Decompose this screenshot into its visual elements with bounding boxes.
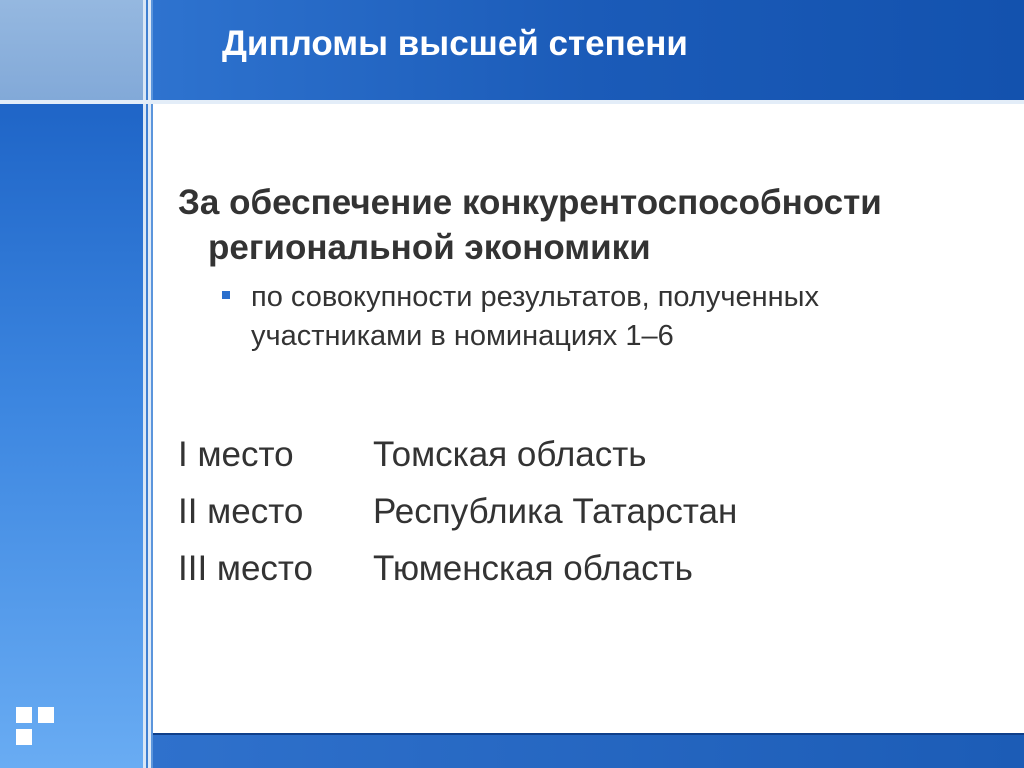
bullet-item [178, 278, 951, 356]
squares-logo-icon [16, 707, 62, 753]
place-row [178, 483, 1008, 540]
square-bullet-icon [222, 291, 230, 299]
left-sidebar-panel [0, 104, 143, 768]
slide-title: Дипломы высшей степени [222, 24, 688, 63]
places-list [178, 426, 1008, 597]
top-left-decoration [0, 0, 143, 100]
footer-band [153, 733, 1024, 768]
slide-content [178, 180, 1008, 597]
bullet-text: по совокупности результатов, полученных участниками в номинациях 1–6 [251, 281, 819, 352]
award-heading: За обеспечение конкурентоспособности региональной экономики [178, 183, 882, 267]
place-row [178, 540, 1008, 597]
place-row [178, 426, 1008, 483]
header-rule [0, 100, 1024, 104]
place-rank: III место [178, 549, 314, 588]
divider-line [151, 0, 153, 768]
place-rank: II место [178, 492, 304, 531]
place-region: Тюменская область [373, 549, 693, 588]
place-region: Республика Татарстан [373, 492, 738, 531]
place-rank: I место [178, 435, 294, 474]
place-region: Томская область [373, 435, 647, 474]
